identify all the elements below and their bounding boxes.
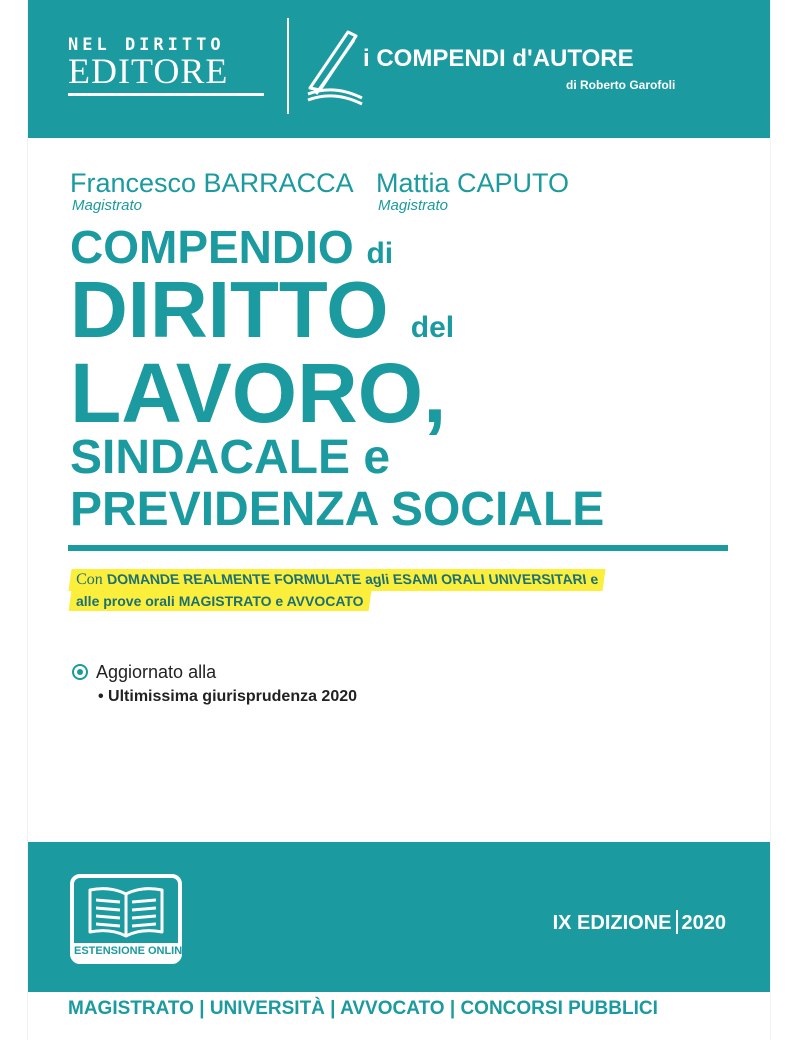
edition-year: 2020	[681, 912, 726, 934]
title-line-4: SINDACALE e	[70, 431, 391, 484]
title-line-3: LAVORO,	[70, 346, 447, 440]
author-role: Magistrato	[72, 197, 143, 214]
publisher-logo	[68, 36, 266, 96]
edition-separator	[676, 910, 678, 934]
title-rule	[68, 545, 728, 551]
header-divider	[287, 18, 289, 114]
open-book-icon	[82, 882, 170, 944]
series-curator: di Roberto Garofoli	[566, 78, 676, 92]
author-2	[376, 168, 569, 214]
author-1	[70, 168, 354, 214]
title-connector: del	[410, 311, 455, 344]
highlight-text-2: alle prove orali MAGISTRATO e AVVOCATO	[76, 593, 364, 609]
author-name: Francesco BARRACCA	[70, 168, 354, 198]
book-cover	[28, 0, 770, 1040]
publisher-underline	[68, 93, 264, 96]
highlight-line-1	[68, 569, 605, 591]
bullet-circle-icon	[72, 664, 88, 680]
series-name: i COMPENDI d'AUTORE	[363, 45, 634, 72]
header-band	[28, 0, 770, 138]
highlight-text-1: DOMANDE REALMENTE FORMULATE agli ESAMI ORALI UNIVERSITARI e	[105, 571, 599, 587]
title-connector: di	[366, 237, 394, 270]
footer-band	[28, 842, 770, 992]
title-line-5: PREVIDENZA SOCIALE	[70, 483, 605, 536]
update-label: Aggiornato alla	[96, 662, 217, 682]
publisher-main-text: EDITORE	[68, 51, 229, 91]
update-item: • Ultimissima giurisprudenza 2020	[98, 688, 358, 705]
audience-line: MAGISTRATO | UNIVERSITÀ | AVVOCATO | CONCORSI PUBBLICI	[68, 998, 658, 1019]
title-word: DIRITTO	[70, 265, 389, 354]
title-word: COMPENDIO	[70, 221, 354, 273]
highlight-con: Con	[74, 571, 104, 588]
highlight-line-2	[69, 591, 371, 611]
online-extension-label: ESTENSIONE ONLINE	[74, 943, 178, 960]
online-extension-badge	[70, 874, 190, 964]
edition-number: IX EDIZIONE	[552, 912, 672, 934]
publisher-top-text: NEL DIRITTO	[68, 35, 225, 55]
author-name: Mattia CAPUTO	[376, 168, 570, 198]
author-role: Magistrato	[378, 197, 449, 214]
edition-info	[553, 910, 726, 935]
